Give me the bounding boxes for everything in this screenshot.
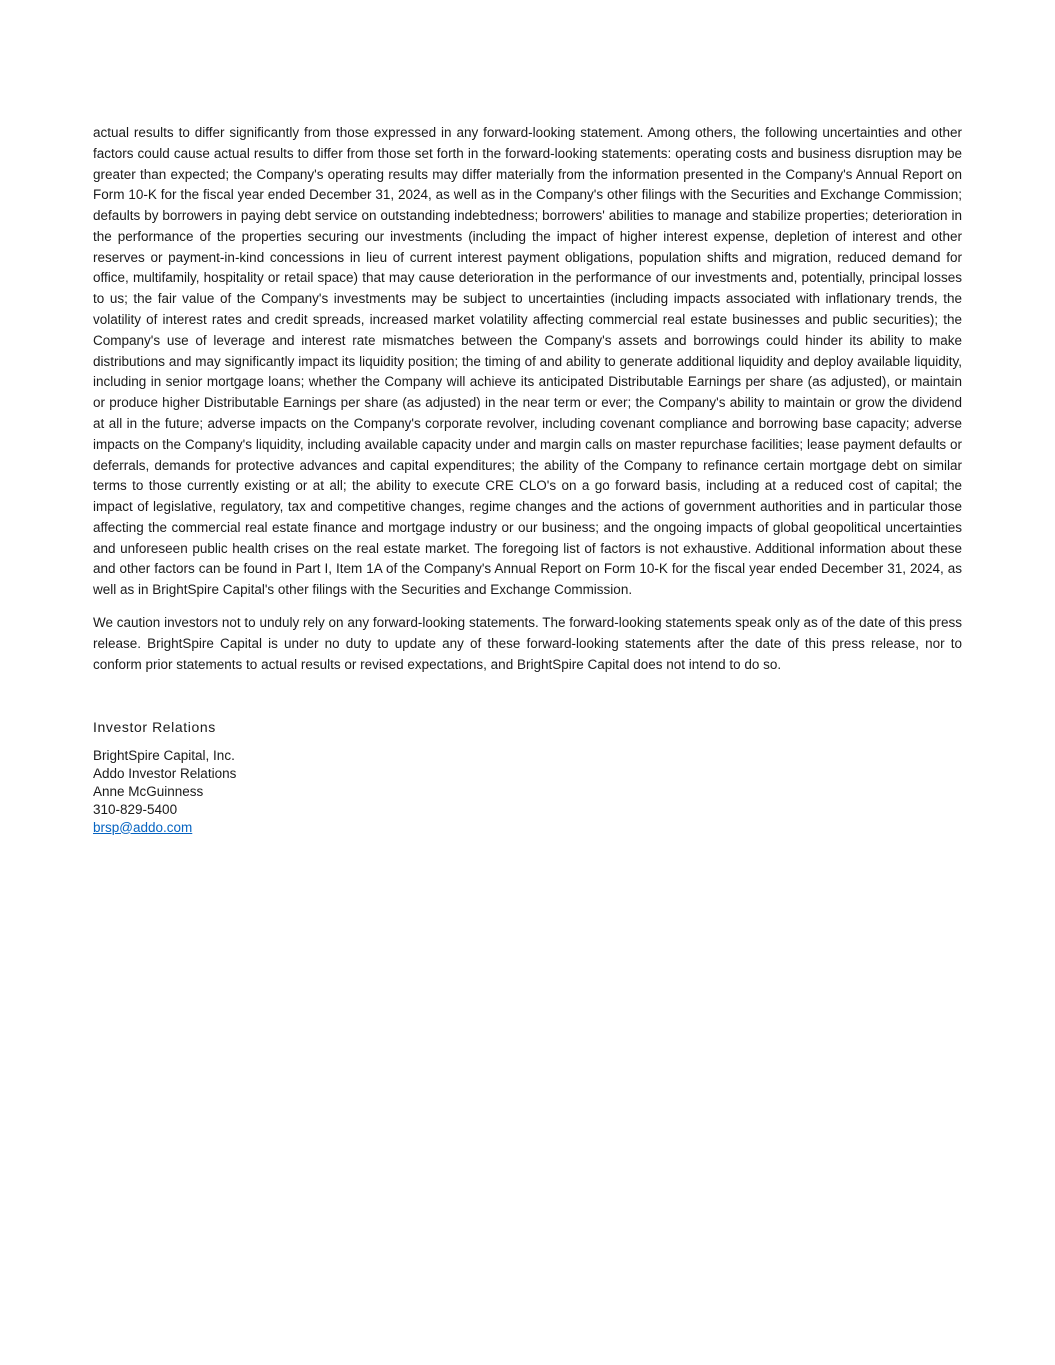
email-link[interactable]: brsp@addo.com (93, 819, 193, 835)
document-content (93, 123, 962, 836)
contact-company-name: BrightSpire Capital, Inc. (93, 748, 235, 764)
contact-phone-number: 310-829-5400 (93, 801, 178, 817)
contact-person-name: Anne McGuinness (93, 783, 204, 799)
forward-looking-statements-paragraph: actual results to differ significantly from those expressed in any forward-looking statement. Among others, the following uncertainties and other factors could cause actual results to differ from those set forth in the forward-looking statements: operating costs and business disruption may be greater than expected; the Company's operating results may differ materially from the information presented in the Company's Annual Report on Form 10-K for the fiscal year ended December 31, 2024, as well as in the Company's other filings with the Securities and Exchange Commission; defaults by borrowers in paying debt service on outstanding indebtedness; borrowers' abilities to manage and stabilize properties; deterioration in the performance of the properties securing our investments (including the impact of higher interest expense, depletion of interest and other reserves or payment-in-kind concessions in lieu of current interest payment obligations, population shifts and migration, reduced demand for office, multifamily, hospitality or retail space) that may cause deterioration in the performance of our investments and, potentially, principal losses to us; the fair value of the Company's investments may be subject to uncertainties (including impacts associated with inflationary trends, the volatility of interest rates and credit spreads, increased market volatility affecting commercial real estate businesses and public securities); the Company's use of leverage and interest rate mismatches between the Company's assets and borrowings could hinder its ability to make distributions and may significantly impact its liquidity position; the timing of and ability to generate additional liquidity and deploy available liquidity, including in senior mortgage loans; whether the Company will achieve its anticipated Distributable Earnings per share (as adjusted), or maintain or produce higher Distributable Earnings per share (as adjusted) in the near term or ever; the Company's ability to maintain or grow the dividend at all in the future; adverse impacts on the Company's corporate revolver, including covenant compliance and borrowing base capacity; adverse impacts on the Company's liquidity, including available capacity under and margin calls on master repurchase facilities; lease payment defaults or deferrals, demands for protective advances and capital expenditures; the ability of the Company to refinance certain mortgage debt on similar terms to those currently existing or at all; the ability to execute CRE CLO's on a go forward basis, including at a reduced cost of capital; the impact of legislative, regulatory, tax and competitive changes, regime changes and the actions of government authorities and in particular those affecting the commercial real estate finance and mortgage industry or our business; and the ongoing impacts of global geopolitical uncertainties and unforeseen public health crises on the real estate market. The foregoing list of factors is not exhaustive. Additional information about these and other factors can be found in Part I, Item 1A of the Company's Annual Report on Form 10-K for the fiscal year ended December 31, 2024, as well as in BrightSpire Capital's other filings with the Securities and Exchange Commission. (93, 125, 962, 598)
contact-firm-name: Addo Investor Relations (93, 766, 237, 782)
caution-paragraph: We caution investors not to unduly rely on any forward-looking statements. The forward-looking statements speak only as of the date of this press release. BrightSpire Capital is under no duty to update any of these forward-looking statements after the date of this press release, nor to conform prior statements to actual results or revised expectations, and BrightSpire Capital does not intend to do so. (93, 614, 962, 672)
investor-relations-heading: Investor Relations (93, 719, 216, 736)
contact-block (93, 747, 962, 836)
